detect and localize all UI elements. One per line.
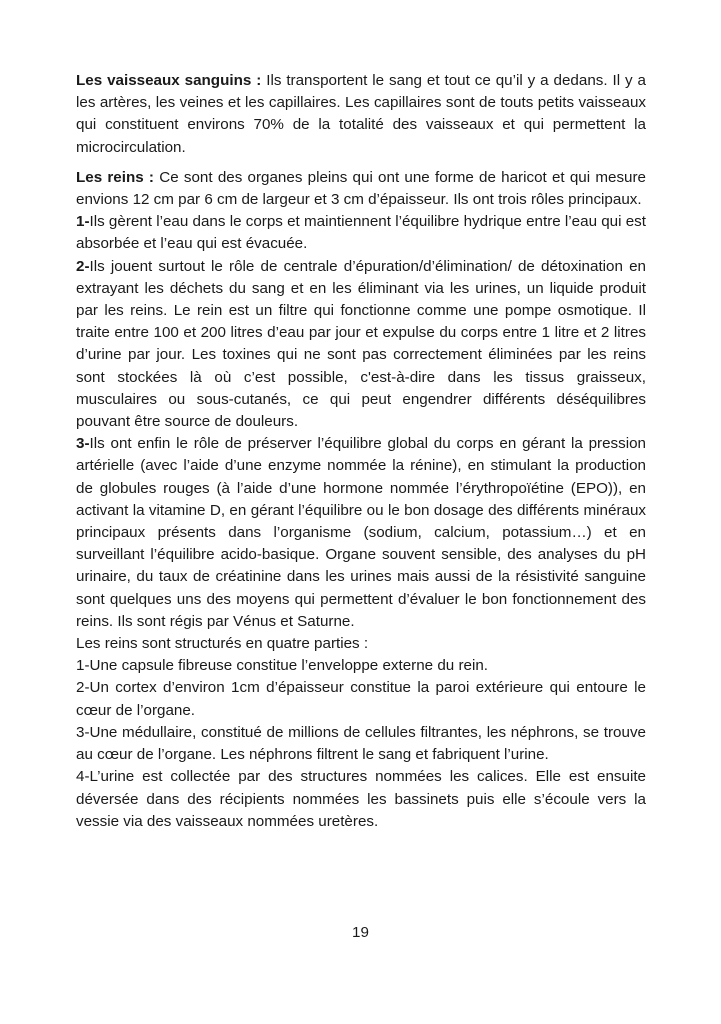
page-number: 19 [352, 924, 369, 941]
role-text: Ils jouent surtout le rôle de centrale d’épuration/d’élimination/ de détoxination en extrayant les déchets du sang et en les éliminant via les urines, un liquide produit par les reins. Le rein est un filtre qui fonctionne comme une pompe osmotique. Il traite entre 100 et 200 litres d’eau par jour et expulse du corps entre 1 litre et 2 litres d’urine par jour. Les toxines qui ne sont pas correctement éliminées par les reins sont stockées là où c’est possible, c'est-à-dire dans les tissus graisseux, musculaires ou sous-cutanés, ce qui peut engendrer différents déséquilibres pouvant être source de douleurs. [76, 257, 646, 431]
structure-part-1: 1-Une capsule fibreuse constitue l’enveloppe externe du rein. [76, 657, 489, 675]
term-reins: Les reins : [76, 168, 154, 186]
role-number: 2- [76, 257, 90, 275]
structure-part-2: 2-Un cortex d’environ 1cm d’épaisseur constitue la paroi extérieure qui entoure le cœur de l’organe. [76, 679, 646, 719]
structure-intro: Les reins sont structurés en quatre parties : [76, 635, 369, 653]
paragraph-text: Ce sont des organes pleins qui ont une forme de haricot et qui mesure envions 12 cm par 6 cm de largeur et 3 cm d’épaisseur. Ils ont trois rôles principaux. [76, 168, 647, 209]
role-text: Ils ont enfin le rôle de préserver l’équilibre global du corps en gérant la pression artérielle (avec l’aide d’une enzyme nommée la rénine), en stimulant la production de globules rouges (à l’aide d’une hormone nommée l’érythropoïétine (EPO)), en activant la vitamine D, en gérant l’équilibre ou le bon dosage des différents minéraux principaux présents dans l’organisme (sodium, calcium, potassium…) et en surveillant l’équilibre acido-basique. Organe souvent sensible, des analyses du pH urinaire, du taux de créatinine dans les urines mais aussi de la résistivité sanguine sont quelques uns des moyens qui permettent d’évaluer le bon fonctionnement des reins. Ils sont régis par Vénus et Saturne. [76, 435, 646, 630]
term-vaisseaux-sanguins: Les vaisseaux sanguins : [76, 72, 262, 89]
paragraph-reins [76, 167, 646, 211]
structure-part-4: 4-L’urine est collectée par des structures nommées les calices. Elle est ensuite déversée dans des récipients nommées les bassinets puis elle s’écoule vers la vessie via des vaisseaux nommées uretères. [76, 768, 646, 830]
role-item-1 [76, 211, 646, 255]
structure-part-3: 3-Une médullaire, constitué de millions de cellules filtrantes, les néphrons, se trouve au cœur de l’organe. Les néphrons filtrent le sang et fabriquent l’urine. [76, 723, 646, 764]
role-number: 3- [76, 435, 90, 453]
role-item-3 [76, 433, 646, 633]
role-item-2 [76, 256, 646, 434]
role-number: 1- [76, 213, 90, 231]
paragraph-text: Ils transportent le sang et tout ce qu’il y a dedans. Il y a les artères, les veines et les capillaires. Les capillaires sont de touts petits vaisseaux qui constituent environs 70% de la totalité des vaisseaux et qui permettent la microcirculation. [76, 72, 646, 156]
document-page [76, 70, 646, 833]
role-text: Ils gèrent l’eau dans le corps et maintiennent l’équilibre hydrique entre l’eau qui est absorbée et l’eau qui est évacuée. [76, 213, 646, 253]
paragraph-vaisseaux-sanguins [76, 70, 646, 159]
